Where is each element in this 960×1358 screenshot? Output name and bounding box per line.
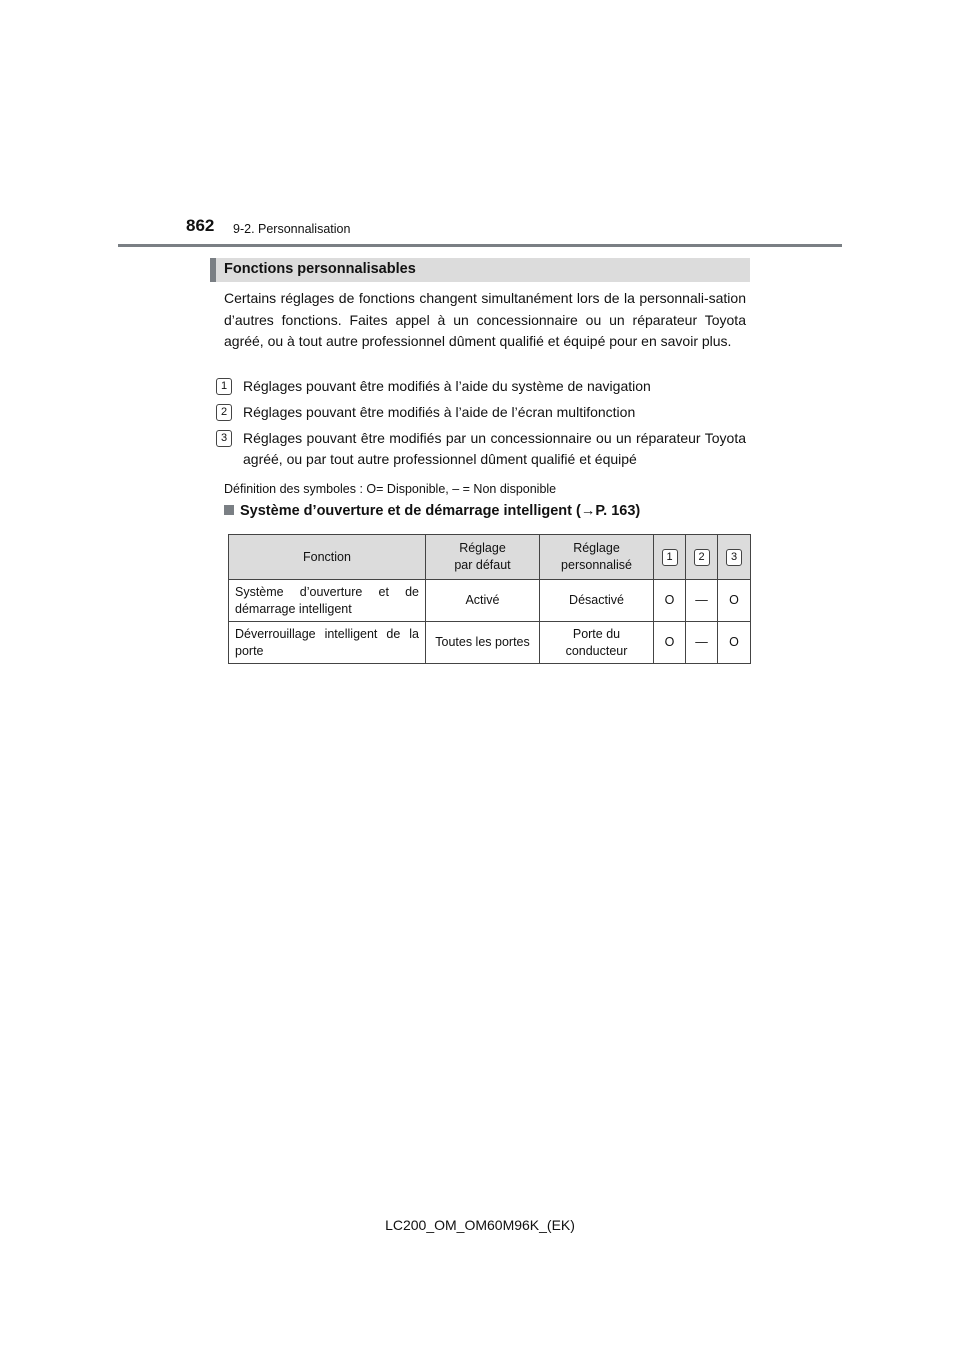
header-default: Réglage par défaut	[426, 535, 540, 580]
cell-custom: Porte du conducteur	[540, 622, 654, 664]
cell-function: Déverrouillage intelligent de la porte	[229, 622, 426, 664]
heading-title: Fonctions personnalisables	[224, 261, 416, 277]
square-bullet-icon	[224, 505, 234, 515]
header-function: Fonction	[229, 535, 426, 580]
header-custom: Réglage personnalisé	[540, 535, 654, 580]
subsection-heading	[224, 503, 640, 519]
header-col-1	[654, 535, 686, 580]
cell-default: Activé	[426, 580, 540, 622]
page-number: 862	[186, 216, 215, 235]
numbered-item-text: Réglages pouvant être modifiés à l’aide du système de navigation	[243, 378, 651, 394]
cell-col-3: O	[718, 622, 751, 664]
number-box: 3	[726, 549, 742, 566]
cell-col-2: —	[686, 622, 718, 664]
section-label: 9-2. Personnalisation	[233, 222, 351, 236]
cell-default: Toutes les portes	[426, 622, 540, 664]
numbered-item-text: Réglages pouvant être modifiés par un concessionnaire ou un réparateur Toyota agréé, ou par tout autre professionnel dûment qualifié et équipé	[243, 430, 746, 467]
header-rule	[118, 244, 842, 247]
cell-function: Système d’ouverture et de démarrage intelligent	[229, 580, 426, 622]
header-col-3	[718, 535, 751, 580]
cell-col-1: O	[654, 580, 686, 622]
cell-col-1: O	[654, 622, 686, 664]
heading-accent	[210, 258, 216, 282]
function-table	[228, 534, 751, 664]
table-row	[229, 622, 751, 664]
number-box: 1	[216, 378, 232, 395]
number-box: 1	[662, 549, 678, 566]
table-header-row	[229, 535, 751, 580]
cell-col-3: O	[718, 580, 751, 622]
table-row	[229, 580, 751, 622]
numbered-item-text: Réglages pouvant être modifiés à l’aide de l’écran multifonction	[243, 404, 636, 420]
symbol-definition: Définition des symboles : O= Disponible, – = Non disponible	[224, 482, 557, 496]
cell-col-2: —	[686, 580, 718, 622]
intro-paragraph: Certains réglages de fonctions changent simultanément lors de la personnali-sation d’autres fonctions. Faites appel à un concessionnaire ou un réparateur Toyota agréé, ou à tout autre professionnel dûment qualifié et équipé pour en savoir plus.	[224, 290, 746, 349]
header-col-2	[686, 535, 718, 580]
cell-custom: Désactivé	[540, 580, 654, 622]
subsection-title: Système d’ouverture et de démarrage intelligent (→P. 163)	[240, 503, 641, 519]
heading-bar	[210, 258, 750, 282]
number-box: 2	[216, 404, 232, 421]
footer-code: LC200_OM_OM60M96K_(EK)	[385, 1217, 575, 1233]
number-box: 2	[694, 549, 710, 566]
number-box: 3	[216, 430, 232, 447]
